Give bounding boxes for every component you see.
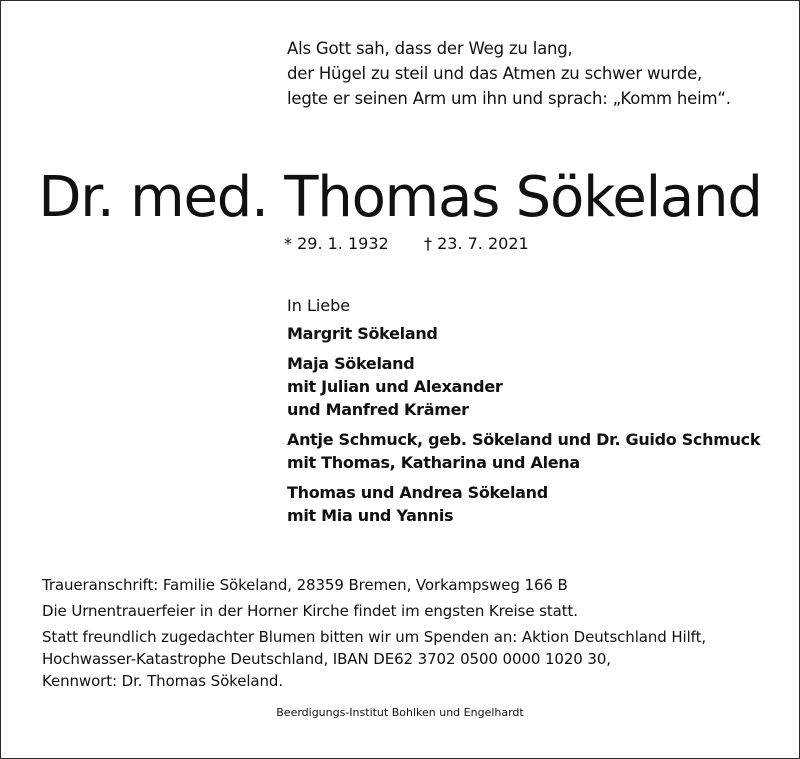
mourner-line: mit Thomas, Katharina und Alena: [287, 453, 580, 472]
death-date: † 23. 7. 2021: [424, 234, 529, 253]
mourner-group: [287, 352, 760, 421]
poem: [287, 36, 731, 111]
info-block: [42, 574, 706, 692]
donation-line: Statt freundlich zugedachter Blumen bitten wir um Spenden an: Aktion Deutschland Hilft,: [42, 628, 707, 646]
mourner-line: mit Julian und Alexander: [287, 377, 503, 396]
mourner-line: mit Mia und Yannis: [287, 506, 454, 525]
undertaker-credit: Beerdigungs-Institut Bohlken und Engelhardt: [276, 706, 524, 719]
birth-date: * 29. 1. 1932: [284, 234, 389, 253]
ceremony-note: Die Urnentrauerfeier in der Horner Kirche findet im engsten Kreise statt.: [42, 602, 578, 620]
mourner-line: Thomas und Andrea Sökeland: [287, 483, 548, 502]
mourner-group: [287, 481, 760, 527]
poem-line: legte er seinen Arm um ihn und sprach: „Komm heim“.: [287, 89, 731, 108]
mourner-line: und Manfred Krämer: [287, 400, 469, 419]
mourner-group: [287, 322, 760, 345]
donation-note: [42, 626, 706, 692]
mourning-address: Traueranschrift: Familie Sökeland, 28359 Bremen, Vorkampsweg 166 B: [42, 576, 568, 594]
mourner-group: [287, 428, 760, 474]
mourners-intro: In Liebe: [287, 296, 351, 315]
poem-line: Als Gott sah, dass der Weg zu lang,: [287, 39, 573, 58]
mourner-line: Margrit Sökeland: [287, 324, 438, 343]
deceased-name: Dr. med. Thomas Sökeland: [38, 165, 762, 230]
mourner-line: Maja Sökeland: [287, 354, 415, 373]
donation-line: Kennwort: Dr. Thomas Sökeland.: [42, 672, 283, 690]
mourners-list: [287, 294, 760, 534]
mourner-line: Antje Schmuck, geb. Sökeland und Dr. Guido Schmuck: [287, 430, 761, 449]
donation-line: Hochwasser-Katastrophe Deutschland, IBAN DE62 3702 0500 0000 1020 30,: [42, 650, 611, 668]
poem-line: der Hügel zu steil und das Atmen zu schwer wurde,: [287, 64, 703, 83]
